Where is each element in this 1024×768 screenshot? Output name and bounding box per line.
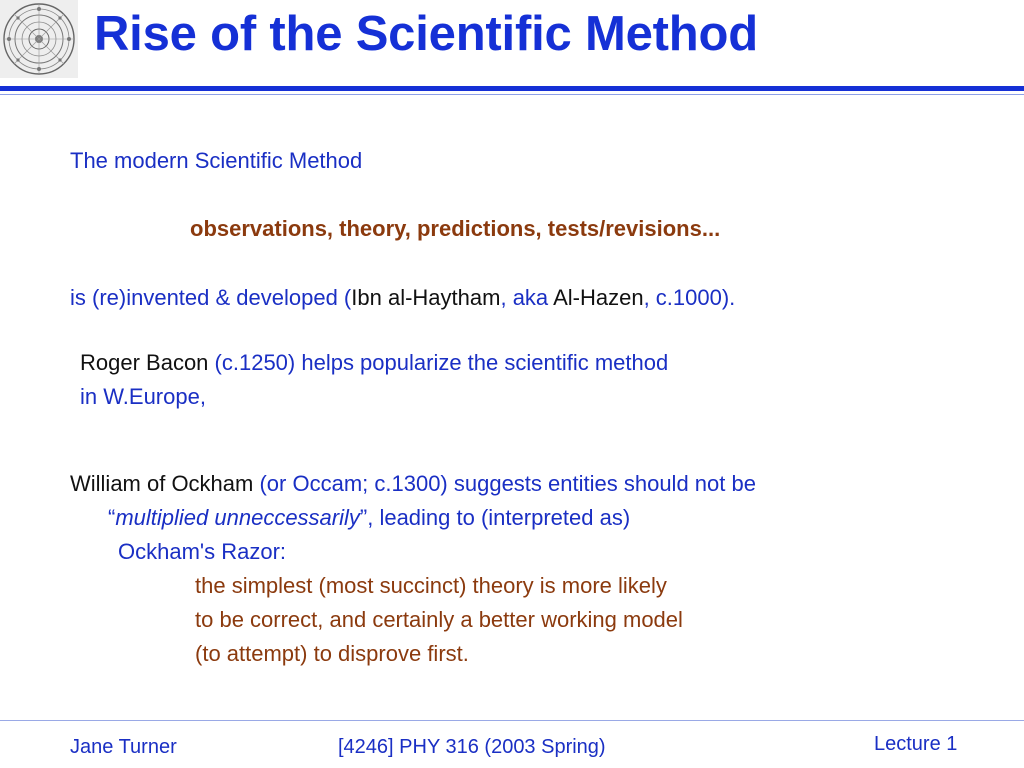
invented-comma: ,	[500, 285, 513, 310]
footer-lecture: Lecture 1	[874, 733, 958, 755]
bacon-line-2: in W.Europe,	[80, 384, 206, 409]
method-steps-text: observations, theory, predictions, tests/revisions...	[190, 216, 721, 241]
footer-divider	[0, 720, 1024, 721]
footer-author: Jane Turner	[70, 736, 177, 758]
razor-text-1: the simplest (most succinct) theory is more likely	[195, 573, 667, 598]
razor-text-2: to be correct, and certainly a better working model	[195, 607, 683, 632]
slide-title: Rise of the Scientific Method	[94, 7, 758, 61]
ockhams-razor-label: Ockham's Razor:	[118, 539, 287, 564]
footer-course: [4246] PHY 316 (2003 Spring)	[338, 736, 606, 758]
roger-bacon-name: Roger Bacon	[80, 350, 209, 375]
invented-suffix: , c.1000).	[643, 285, 736, 310]
william-of-ockham-name: William of Ockham	[70, 471, 254, 496]
title-divider-thin	[0, 94, 1024, 95]
ockham-open-quote: “	[108, 505, 116, 530]
ibn-al-haytham-name: Ibn al-Haytham	[351, 285, 501, 310]
ockham-text-1: (or Occam; c.1300) suggests entities should not be	[253, 471, 756, 496]
ockham-line-1	[70, 467, 756, 501]
invented-line	[70, 281, 735, 315]
invented-prefix: is (re)invented & developed (	[70, 285, 352, 310]
cosmos-emblem-icon	[0, 0, 78, 78]
bacon-text-1: (c.1250) helps popularize the scientific method	[208, 350, 669, 375]
ockham-line-2	[108, 501, 630, 535]
al-hazen-name: Al-Hazen	[553, 285, 644, 310]
modern-method-text: The modern Scientific Method	[70, 148, 363, 173]
aka-text: aka	[512, 285, 549, 310]
ockham-text-2: , leading to (interpreted as)	[367, 505, 631, 530]
bacon-line-1	[80, 346, 668, 380]
razor-text-3: (to attempt) to disprove first.	[195, 641, 469, 666]
title-divider	[0, 86, 1024, 91]
ockham-quote: multiplied unneccessarily	[115, 505, 360, 530]
ockham-close-quote: ”	[359, 505, 368, 530]
